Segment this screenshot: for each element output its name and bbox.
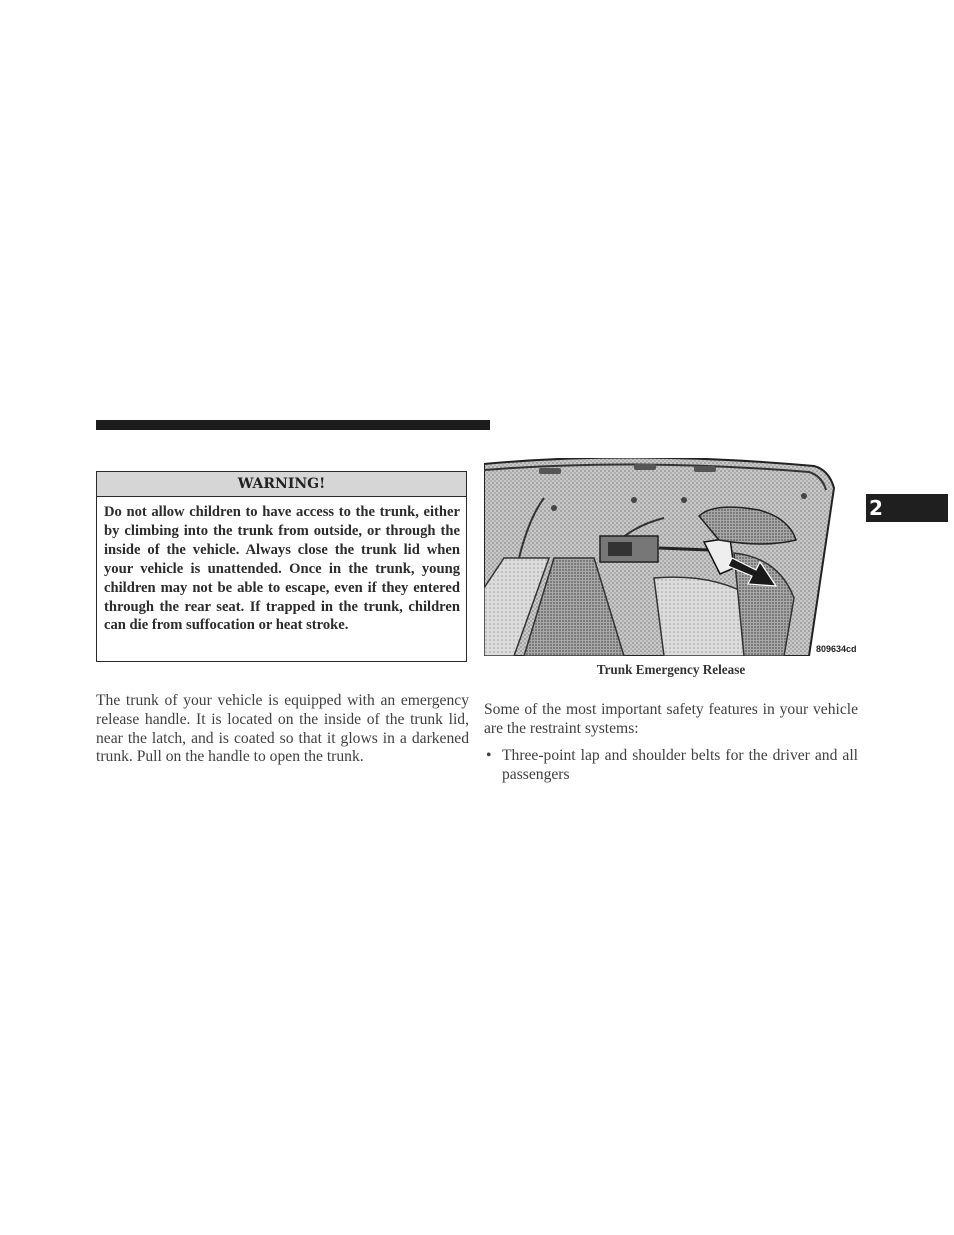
trunk-lid-illustration [484, 458, 859, 656]
emergency-release-paragraph: The trunk of your vehicle is equipped with an emergency release handle. It is located on the inside of the trunk lid, near the latch, and is coated so that it glows in a darkened trunk. Pull on the handle to open the trunk. [96, 692, 469, 766]
section-rule [96, 420, 490, 430]
trunk-emergency-release-figure [484, 458, 859, 656]
chapter-tab: 2 [866, 494, 948, 522]
list-item [484, 747, 858, 785]
warning-title: WARNING! [97, 472, 466, 497]
warning-text: Do not allow children to have access to the trunk, either by climbing into the trunk from outside, or through the inside of the vehicle. Always close the trunk lid when your vehicle is unattended. Once in the trunk, young children may not be able to escape, even if they entered through the rear seat. If trapped in the trunk, children can die from suffocation or heat stroke. [104, 504, 460, 634]
bullet-icon: • [486, 747, 492, 764]
figure-caption: Trunk Emergency Release [596, 662, 746, 677]
list-item-text: Three-point lap and shoulder belts for the driver and all passengers [502, 747, 858, 783]
warning-box [96, 471, 467, 662]
restraint-systems-paragraph: Some of the most important safety features in your vehicle are the restraint systems: [484, 701, 858, 737]
figure-code: 809634cd [816, 644, 857, 654]
